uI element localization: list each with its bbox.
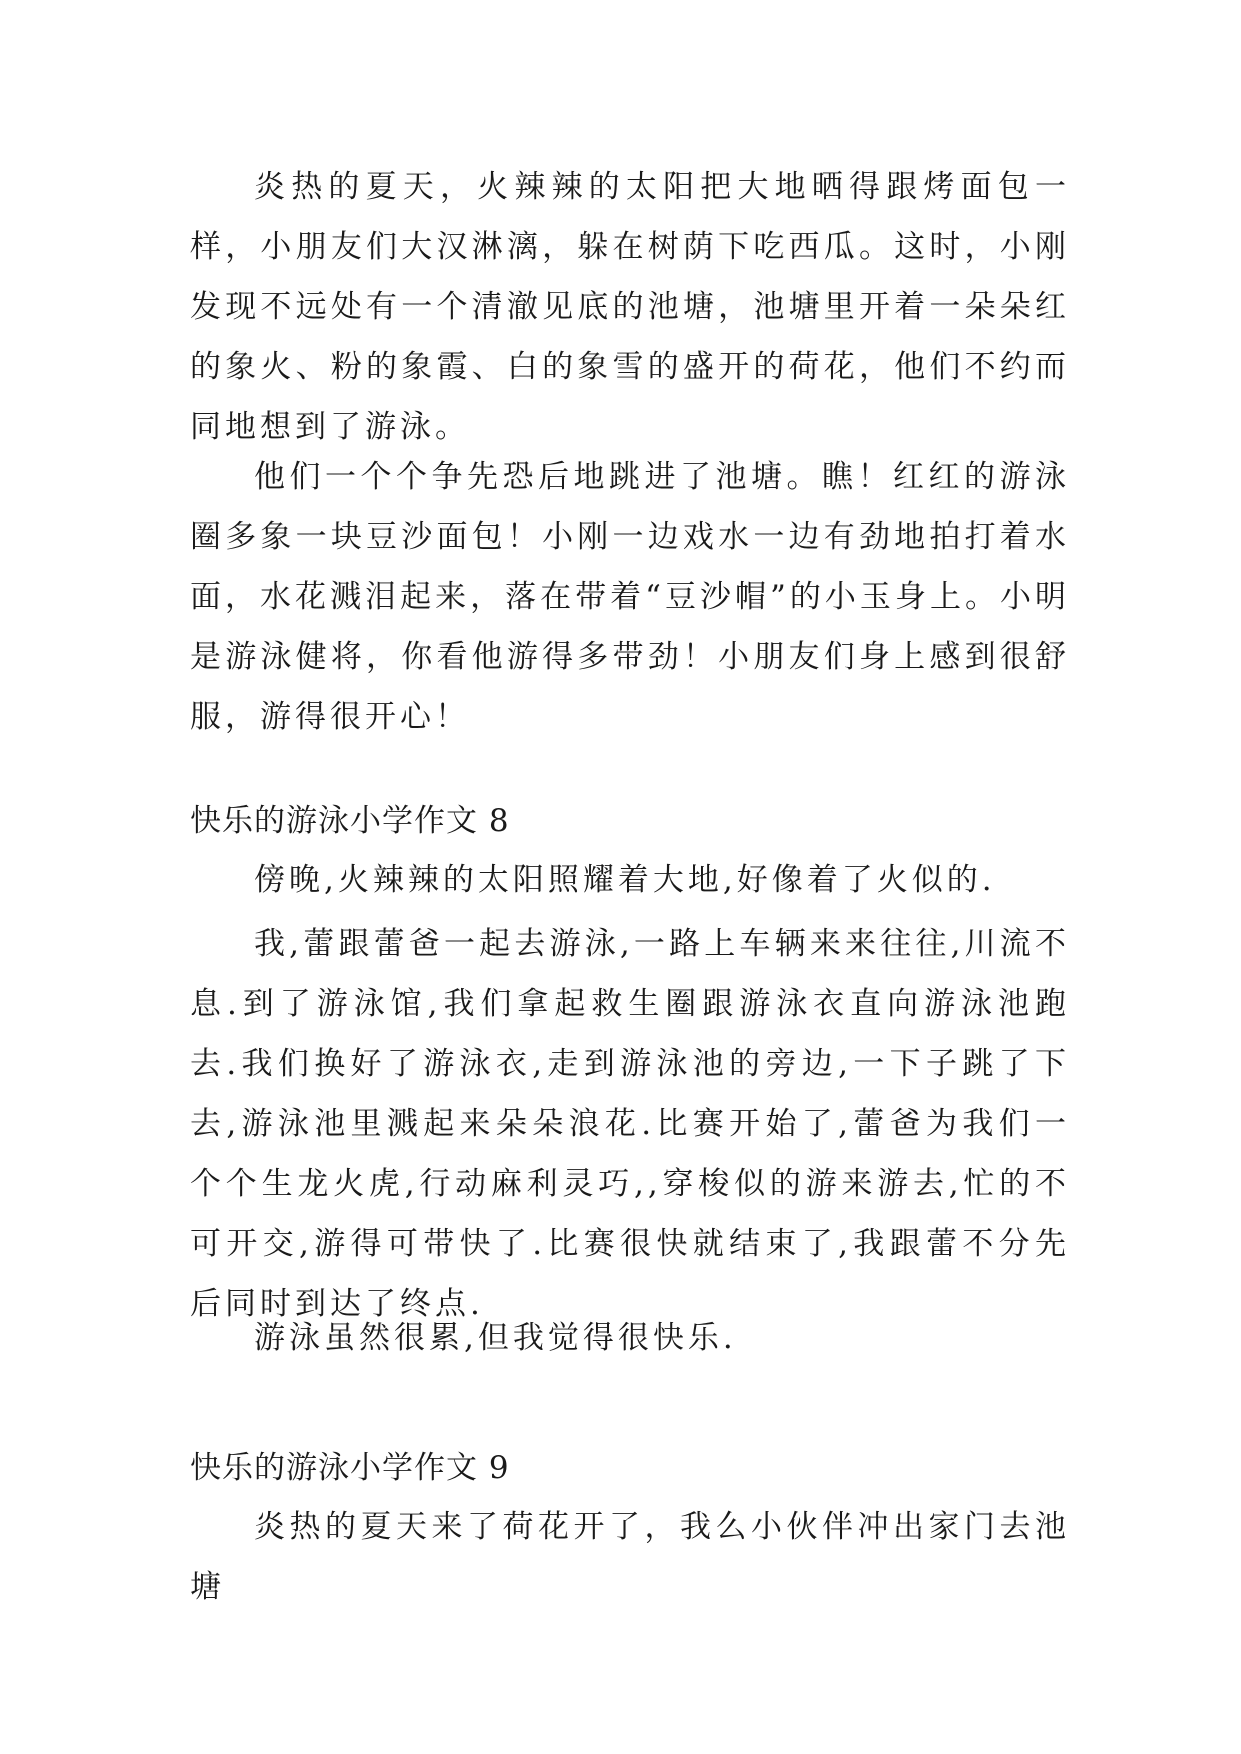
essay8-paragraph-3: 游泳虽然很累,但我觉得很快乐. <box>254 1320 737 1356</box>
essay9-title: 快乐的游泳小学作文 9 <box>190 1450 510 1486</box>
essay8-title: 快乐的游泳小学作文 8 <box>190 803 510 839</box>
essay8-paragraph-2: 我,蕾跟蕾爸一起去游泳,一路上车辆来来往往,川流不息.到了游泳馆,我们拿起救生圈跟游泳衣直向游泳池跑去.我们换好了游泳衣,走到游泳池的旁边,一下子跳了下去,游泳池里溅起来朵朵浪花.比赛开始了,蕾爸为我们一个个生龙火虎,行动麻利灵巧,,穿梭似的游来游去,忙的不可开交,游得可带快了.比赛很快就结束了,我跟蕾不分先后同时到达了终点. <box>190 926 1070 1322</box>
essay7-paragraph-1: 炎热的夏天，火辣辣的太阳把大地晒得跟烤面包一样，小朋友们大汉淋漓，躲在树荫下吃西瓜。这时，小刚发现不远处有一个清澈见底的池塘，池塘里开着一朵朵红的象火、粉的象霞、白的象雪的盛开的荷花，他们不约而同地想到了游泳。 <box>190 169 1070 445</box>
essay8-paragraph-1: 傍晚,火辣辣的太阳照耀着大地,好像着了火似的. <box>254 862 996 898</box>
essay7-paragraph-2: 他们一个个争先恐后地跳进了池塘。瞧！红红的游泳圈多象一块豆沙面包！小刚一边戏水一边有劲地拍打着水面，水花溅泪起来，落在带着“豆沙帽”的小玉身上。小明是游泳健将，你看他游得多带劲！小朋友们身上感到很舒服，游得很开心！ <box>190 459 1070 735</box>
essay9-paragraph-1: 炎热的夏天来了荷花开了，我么小伙伴冲出家门去池塘 <box>190 1509 1070 1605</box>
